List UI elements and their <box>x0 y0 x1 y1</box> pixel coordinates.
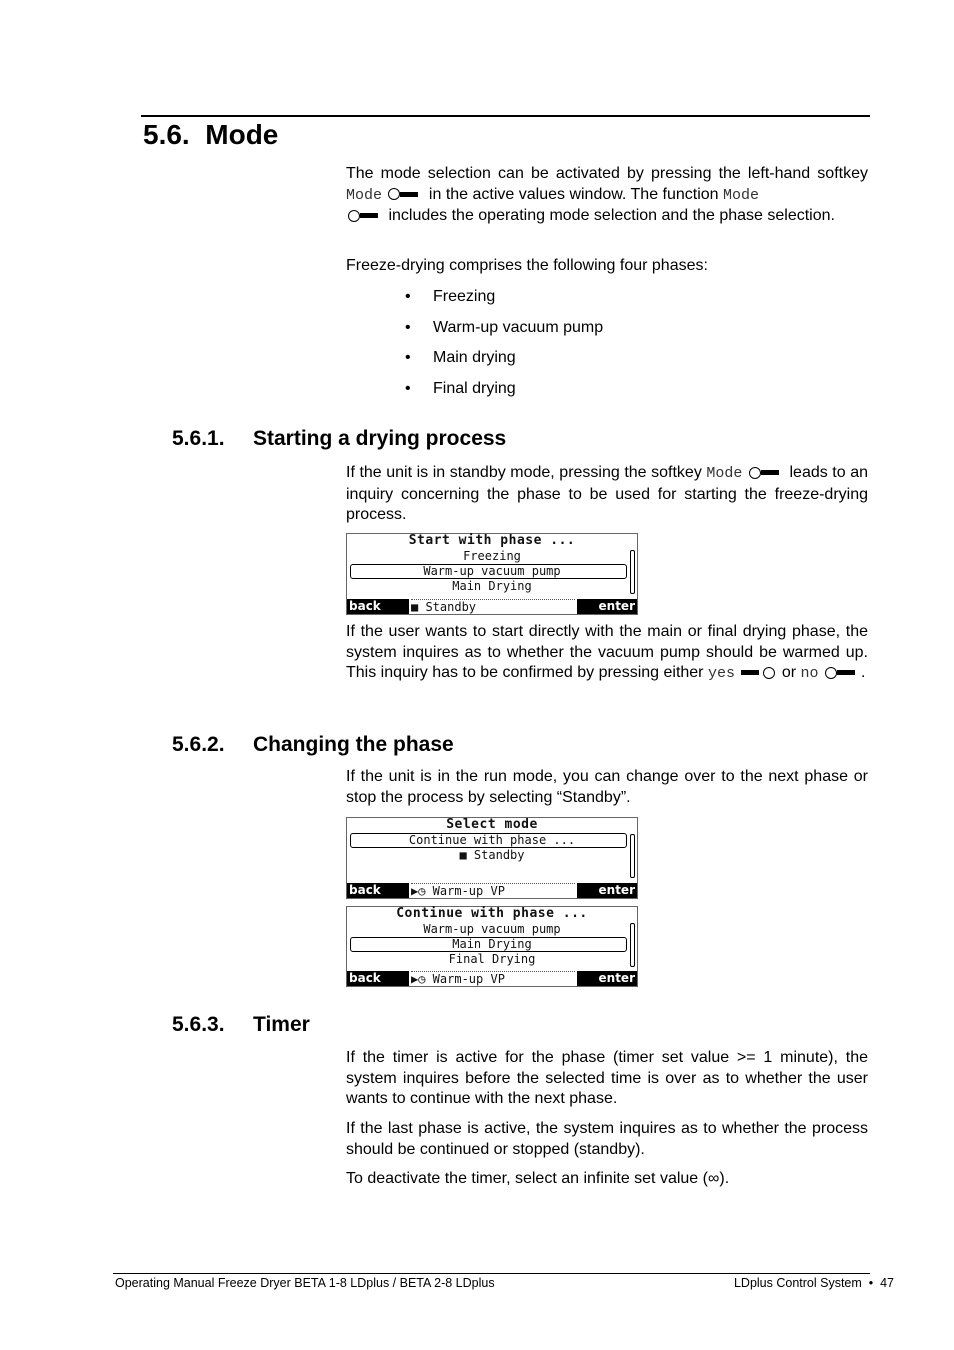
intro-paragraph-2: Freeze-drying comprises the following four phases: <box>346 257 708 274</box>
text: . <box>861 664 866 681</box>
sec1-paragraph-2 <box>346 622 868 685</box>
footer-left: Operating Manual Freeze Dryer BETA 1-8 LDplus / BETA 2-8 LDplus <box>115 1276 495 1290</box>
sec3-paragraph-2: If the last phase is active, the system inquires as to whether the process should be continued or stopped (standby). <box>346 1120 868 1158</box>
lcd-scrollbar <box>630 923 635 967</box>
section-heading <box>143 116 278 154</box>
mode-softkey-code: Mode <box>346 186 383 204</box>
page-number: 47 <box>880 1276 894 1290</box>
enter-button[interactable]: enter <box>577 599 637 614</box>
softkey-left-icon <box>825 667 859 679</box>
list-item: • Freezing <box>405 287 603 318</box>
sec3-paragraph-3: To deactivate the timer, select an infinite set value (∞). <box>346 1170 730 1187</box>
lcd-select-mode <box>346 817 638 899</box>
lcd-line: Freezing <box>463 549 521 563</box>
lcd-line: Warm-up vacuum pump <box>423 922 561 936</box>
subsection-number: 5.6.2. <box>172 733 225 756</box>
sec3-paragraph-1: If the timer is active for the phase (timer set value >= 1 minute), the system inquires before the selected time is over as to whether the user wants to continue with the next phase. <box>346 1049 868 1107</box>
subsection-title: Changing the phase <box>253 733 454 756</box>
section-title: Mode <box>205 119 279 150</box>
lcd-scrollbar <box>630 550 635 594</box>
section-number: 5.6. <box>143 119 190 150</box>
lcd-softkey-bar <box>347 971 637 986</box>
lcd-continue-with-phase <box>346 906 638 987</box>
enter-button[interactable]: enter <box>577 971 637 986</box>
text: If the unit is in standby mode, pressing the softkey <box>346 464 707 481</box>
lcd-status: ■ Standby <box>411 599 575 613</box>
subsection-heading-1 <box>172 426 506 452</box>
subsection-title: Starting a drying process <box>253 427 507 450</box>
lcd-line: Warm-up vacuum pump <box>423 564 561 578</box>
footer-title: LDplus Control System <box>733 1276 862 1290</box>
text: or <box>777 664 801 681</box>
footer-rule <box>113 1273 870 1274</box>
list-item: • Main drying <box>405 348 603 379</box>
list-item: • Warm-up vacuum pump <box>405 318 603 349</box>
softkey-left-icon <box>749 467 783 479</box>
footer-right <box>734 1276 894 1290</box>
lcd-title: Start with phase ... <box>408 533 576 548</box>
lcd-line: ■ Standby <box>459 848 525 862</box>
lcd-status: ▶◷ Warm-up VP <box>411 883 575 897</box>
subsection-number: 5.6.1. <box>172 427 225 450</box>
text: leads to an inquiry concerning the phase to be used for starting the freeze-drying process. <box>346 464 868 523</box>
lcd-title: Select mode <box>446 817 538 832</box>
phase-list <box>405 287 603 410</box>
mode-softkey-code: Mode <box>706 465 743 482</box>
text: includes the operating mode selection and the phase selection. <box>384 207 835 224</box>
subsection-heading-2 <box>172 732 454 758</box>
softkey-left-icon <box>388 188 422 200</box>
sec1-paragraph-1 <box>346 463 868 526</box>
footer-bullet: • <box>868 1276 874 1290</box>
softkey-left-icon <box>348 210 382 222</box>
lcd-title: Continue with phase ... <box>396 906 588 921</box>
lcd-status: ▶◷ Warm-up VP <box>411 971 575 985</box>
lcd-softkey-bar <box>347 883 637 898</box>
text: If the user wants to start directly with the main or final drying phase, the system inquires as to whether the vacuum pump should be warmed up. This inquiry has to be confirmed by pressing either <box>346 623 868 681</box>
lcd-line: Main Drying <box>452 579 532 593</box>
back-button[interactable]: back <box>347 599 409 614</box>
intro-paragraph-1 <box>346 164 868 227</box>
text: The mode selection can be activated by pressing the left-hand softkey <box>346 165 868 182</box>
subsection-heading-3 <box>172 1012 310 1038</box>
no-softkey-code: no <box>800 665 819 682</box>
lcd-line: Continue with phase ... <box>408 833 576 847</box>
subsection-title: Timer <box>253 1013 310 1036</box>
lcd-line: Main Drying <box>452 937 532 951</box>
softkey-right-icon <box>741 667 775 679</box>
lcd-line: Final Drying <box>448 952 536 966</box>
text: in the active values window. The function <box>424 185 724 203</box>
enter-button[interactable]: enter <box>577 883 637 898</box>
lcd-scrollbar <box>630 834 635 878</box>
list-item: • Final drying <box>405 379 603 410</box>
lcd-softkey-bar <box>347 599 637 614</box>
back-button[interactable]: back <box>347 971 409 986</box>
lcd-start-with-phase <box>346 533 638 615</box>
yes-softkey-code: yes <box>707 665 735 682</box>
mode-softkey-code: Mode <box>723 186 760 204</box>
subsection-number: 5.6.3. <box>172 1013 225 1036</box>
sec2-paragraph-1: If the unit is in the run mode, you can change over to the next phase or stop the process by selecting “Standby”. <box>346 768 868 806</box>
back-button[interactable]: back <box>347 883 409 898</box>
